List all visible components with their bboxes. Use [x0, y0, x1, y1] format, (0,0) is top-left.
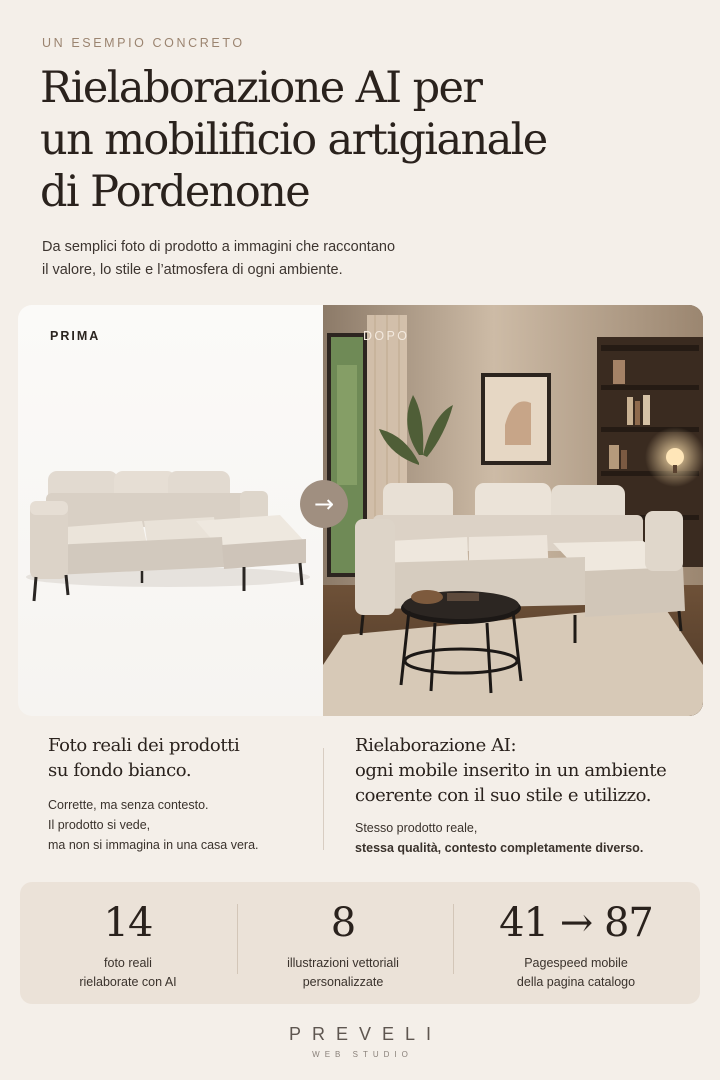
before-caption-title — [48, 733, 239, 783]
caption-line: Corrette, ma senza contesto. — [48, 798, 209, 812]
stat-divider — [453, 904, 454, 974]
before-label: PRIMA — [50, 329, 101, 343]
lede — [42, 236, 482, 282]
stat-pagespeed — [456, 882, 696, 992]
stat-label-line: foto reali — [104, 956, 152, 970]
sofa-white-background-image — [18, 305, 323, 716]
stat-value: 41 → 87 — [499, 900, 653, 946]
stat-photos — [20, 882, 236, 992]
caption-line: Stesso prodotto reale, — [355, 821, 478, 835]
caption-line: ogni mobile inserito in un ambiente — [355, 760, 667, 781]
sofa-living-room-image — [323, 305, 703, 716]
eyebrow: UN ESEMPIO CONCRETO — [42, 36, 245, 50]
stat-label — [20, 954, 236, 992]
after-caption-body — [355, 818, 643, 858]
title-line: Rielaborazione AI per — [40, 63, 482, 113]
after-image-panel — [323, 305, 703, 716]
brand-tagline: WEB STUDIO — [312, 1050, 413, 1059]
caption-line: Il prodotto si vede, — [48, 818, 151, 832]
stat-illustrations — [235, 882, 451, 992]
caption-line: Foto reali dei prodotti — [48, 735, 240, 756]
brand-logo: PREVELI — [288, 1024, 443, 1044]
stat-label — [456, 954, 696, 992]
title-line: un mobilificio artigianale — [40, 115, 547, 165]
arrow-glyph: → — [313, 490, 335, 518]
caption-line: ma non si immagina in una casa vera. — [48, 838, 259, 852]
stat-value: 8 — [330, 900, 356, 946]
caption-line: coerente con il suo stile e utilizzo. — [355, 785, 652, 806]
caption-line: su fondo bianco. — [48, 760, 192, 781]
before-caption-body — [48, 795, 259, 855]
after-label: DOPO — [363, 329, 410, 343]
stat-label-line: Pagespeed mobile — [524, 956, 628, 970]
stat-label — [235, 954, 451, 992]
arrow-right-icon — [300, 480, 348, 528]
page-title — [40, 62, 640, 218]
stat-label-line: illustrazioni vettoriali — [287, 956, 399, 970]
title-line: di Pordenone — [40, 167, 310, 217]
after-caption-title — [355, 733, 666, 808]
lede-line: il valore, lo stile e l’atmosfera di ogni ambiente. — [42, 262, 343, 278]
caption-line-bold: stessa qualità, contesto completamente diverso. — [355, 841, 644, 855]
stat-label-line: personalizzate — [302, 975, 384, 989]
before-image-panel — [18, 305, 323, 716]
caption-line: Rielaborazione AI: — [355, 735, 517, 756]
lede-line: Da semplici foto di prodotto a immagini che raccontano — [42, 239, 396, 255]
stats-bar — [20, 882, 700, 1004]
stat-label-line: rielaborate con AI — [79, 975, 177, 989]
caption-divider — [323, 748, 324, 850]
stat-value: 14 — [103, 900, 153, 946]
stat-label-line: della pagina catalogo — [516, 975, 636, 989]
